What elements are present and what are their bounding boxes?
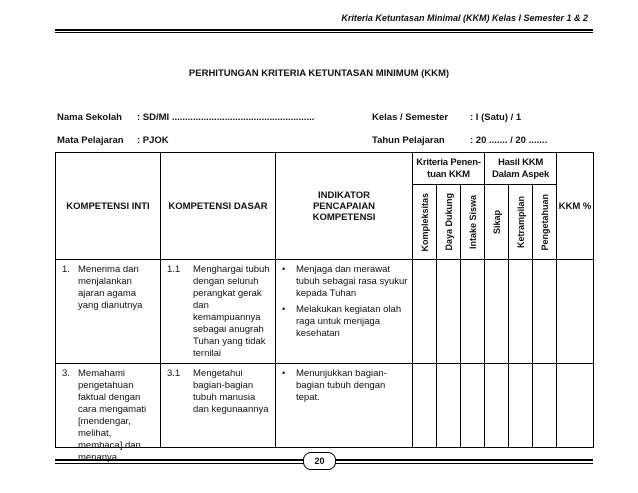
bullet-icon: • (282, 264, 286, 275)
year-label: Tahun Pelajaran (372, 135, 445, 146)
running-header: Kriteria Ketuntasan Minimal (KKM) Kelas I Semester 1 & 2 (341, 13, 588, 23)
indikator-cell (276, 364, 413, 448)
ki-text: Memahami pengetahuan faktual dengan cara mengamati [mendengar, melihat, membaca] dan menanya (78, 368, 147, 463)
table-row (56, 260, 594, 364)
school-label: Nama Sekolah (57, 112, 122, 123)
kkm-cell (557, 260, 594, 364)
indikator-text: Menjaga dan merawat tubuh sebagai rasa syukur kepada Tuhan (296, 264, 408, 299)
daya-dukung-cell (437, 260, 461, 364)
indikator-item (282, 264, 410, 300)
ki-cell (56, 364, 161, 463)
ki-cell (56, 260, 161, 364)
school-value: : SD/MI ...................................................... (137, 112, 315, 123)
ki-number: 1. (62, 264, 70, 275)
kompleksitas-cell (413, 364, 437, 448)
header-hasil-group: Hasil KKM Dalam Aspek (485, 153, 557, 185)
kd-number: 1.1 (167, 264, 181, 275)
intake-cell (461, 260, 485, 364)
header-kompleksitas: Kompleksitas (419, 192, 430, 252)
header-kriteria-group: Kriteria Penen- tuan KKM (413, 153, 485, 185)
header-keterampilan: Ketrampilan (515, 195, 526, 248)
header-rule-thin (55, 32, 593, 33)
kd-text: Mengetahui bagian-bagian tubuh manusia dan kegunaannya (193, 368, 269, 415)
bullet-icon: • (282, 304, 286, 315)
ki-text: Menerima dan menjalankan ajaran agama yang dianutnya (78, 264, 143, 311)
kompleksitas-cell (413, 260, 437, 364)
header-intake-siswa: Intake Siswa (467, 194, 478, 250)
indikator-text: Melakukan kegiatan olah raga untuk menjaga kesehatan (296, 304, 402, 339)
kkm-cell (557, 364, 594, 448)
keterampilan-cell (509, 364, 533, 448)
kd-cell (161, 364, 276, 448)
sikap-cell (485, 364, 509, 448)
indikator-item (282, 368, 410, 404)
daya-dukung-cell (437, 364, 461, 448)
header-sikap: Sikap (491, 209, 502, 234)
page-number: 20 (303, 452, 336, 470)
subject-label: Mata Pelajaran (57, 135, 124, 146)
indikator-text: Menunjukkan bagian-bagian tubuh dengan tepat. (296, 368, 387, 403)
kd-cell (161, 260, 276, 364)
header-pengetahuan: Pengetahuan (539, 193, 550, 251)
header-kompetensi-inti: KOMPETENSI INTI (56, 153, 161, 260)
bullet-icon: • (282, 368, 286, 379)
class-value: : I (Satu) / 1 (470, 112, 522, 123)
sikap-cell (485, 260, 509, 364)
header-daya-dukung: Daya Dukung (443, 193, 454, 251)
header-kkm: KKM % (557, 153, 594, 260)
pengetahuan-cell (533, 364, 557, 448)
table-row (56, 364, 594, 448)
header-kompetensi-dasar: KOMPETENSI DASAR (161, 153, 276, 260)
indikator-cell (276, 260, 413, 364)
keterampilan-cell (509, 260, 533, 364)
header-rule (55, 29, 593, 31)
pengetahuan-cell (533, 260, 557, 364)
subject-value: : PJOK (137, 135, 169, 146)
header-indikator: INDIKATOR PENCAPAIAN KOMPETENSI (276, 153, 413, 260)
page-title: PERHITUNGAN KRITERIA KETUNTASAN MINIMUM (KKM) (188, 68, 450, 79)
intake-cell (461, 364, 485, 448)
year-value: : 20 ....... / 20 ....... (470, 135, 548, 146)
kd-number: 3.1 (167, 368, 181, 379)
ki-number: 3. (62, 368, 70, 379)
class-label: Kelas / Semester (372, 112, 449, 123)
indikator-item (282, 304, 410, 340)
kd-text: Menghargai tubuh dengan seluruh perangkat gerak dan kemampuannya sebagai anugrah Tuhan yang tidak ternilai (193, 264, 270, 359)
